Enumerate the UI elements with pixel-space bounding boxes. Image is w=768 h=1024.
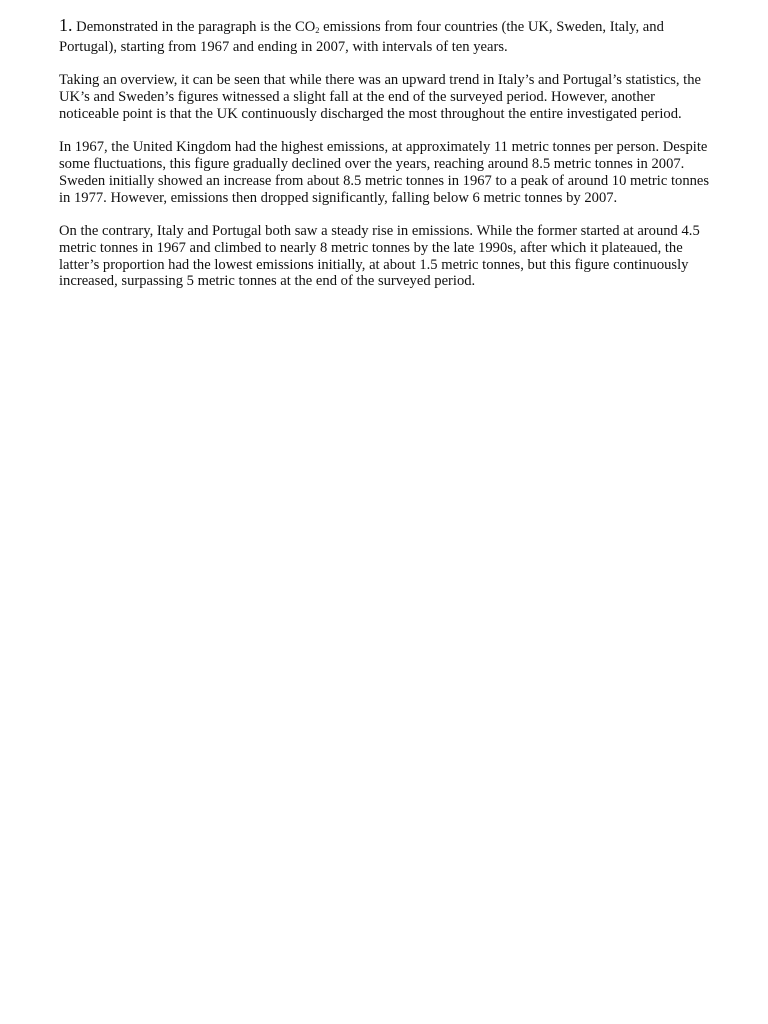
intro-lead-text: Demonstrated in the paragraph is the CO	[76, 19, 316, 35]
paragraph-intro	[59, 17, 715, 56]
paragraph-uk-sweden: In 1967, the United Kingdom had the highest emissions, at approximately 11 metric tonnes per person. Despite some fluctuations, this figure gradually declined over the years, reaching around 8.5 metric tonnes in 2007. Sweden initially showed an increase from about 8.5 metric tonnes in 1967 to a peak of around 10 metric tonnes in 1977. However, emissions then dropped significantly, falling below 6 metric tonnes by 2007.	[59, 139, 710, 206]
item-number: 1.	[59, 15, 73, 35]
co2-subscript: 2	[315, 25, 320, 35]
document-body	[59, 17, 715, 307]
intro-rest-text: emissions from four countries (the UK, Sweden, Italy, and Portugal), starting from 1967 and ending in 2007, with intervals of ten years.	[59, 19, 664, 55]
paragraph-overview: Taking an overview, it can be seen that while there was an upward trend in Italy’s and Portugal’s statistics, the UK’s and Sweden’s figures witnessed a slight fall at the end of the surveyed period. However, another noticeable point is that the UK continuously discharged the most throughout the entire investigated period.	[59, 72, 702, 122]
paragraph-italy-portugal: On the contrary, Italy and Portugal both saw a steady rise in emissions. While the former started at around 4.5 metric tonnes in 1967 and climbed to nearly 8 metric tonnes by the late 1990s, after which it plateaued, the latter’s proportion had the lowest emissions initially, at about 1.5 metric tonnes, but this figure continuously increased, surpassing 5 metric tonnes at the end of the surveyed period.	[59, 222, 700, 290]
